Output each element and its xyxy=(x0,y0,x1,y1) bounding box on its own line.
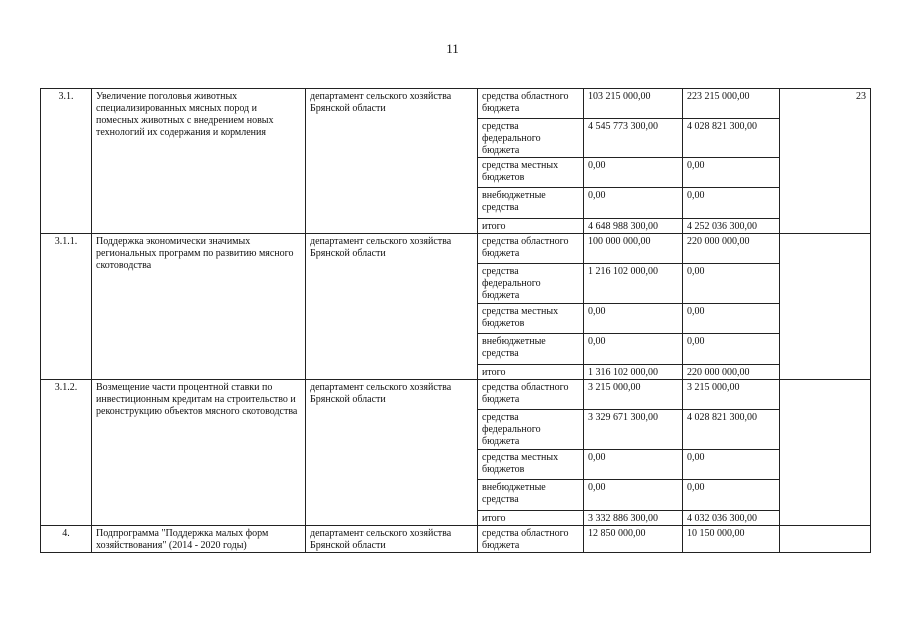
amount-cell: 1 316 102 000,00 xyxy=(584,365,683,380)
funding-source: средства областного бюджета xyxy=(478,234,584,264)
amount-cell: 0,00 xyxy=(683,334,780,365)
section-number: 3.1.2. xyxy=(41,380,92,526)
amount-cell: 223 215 000,00 xyxy=(683,89,780,119)
amount-cell: 0,00 xyxy=(584,304,683,334)
amount-cell: 4 545 773 300,00 xyxy=(584,119,683,158)
amount-cell: 220 000 000,00 xyxy=(683,365,780,380)
amount-cell: 1 216 102 000,00 xyxy=(584,264,683,304)
section-number: 3.1. xyxy=(41,89,92,234)
section-executor: департамент сельского хозяйства Брянской области xyxy=(306,380,478,526)
amount-cell: 0,00 xyxy=(683,304,780,334)
amount-cell: 100 000 000,00 xyxy=(584,234,683,264)
funding-source: итого xyxy=(478,219,584,234)
table-row xyxy=(41,234,871,264)
table-row xyxy=(41,380,871,410)
section-title: Поддержка экономически значимых региональных программ по развитию мясного скотоводства xyxy=(92,234,306,380)
section-executor: департамент сельского хозяйства Брянской области xyxy=(306,89,478,234)
funding-source: внебюджетные средства xyxy=(478,334,584,365)
funding-source: средства областного бюджета xyxy=(478,526,584,553)
table-row xyxy=(41,526,871,553)
amount-cell: 4 028 821 300,00 xyxy=(683,410,780,450)
section-title: Увеличение поголовья животных специализированных мясных пород и помесных животных с внедрением новых технологий их содержания и кормления xyxy=(92,89,306,234)
extra-column-cell xyxy=(780,234,871,380)
section-number: 4. xyxy=(41,526,92,553)
amount-cell: 103 215 000,00 xyxy=(584,89,683,119)
amount-cell: 4 028 821 300,00 xyxy=(683,119,780,158)
amount-cell: 220 000 000,00 xyxy=(683,234,780,264)
funding-source: средства федерального бюджета xyxy=(478,410,584,450)
amount-cell: 3 215 000,00 xyxy=(683,380,780,410)
amount-cell: 0,00 xyxy=(584,480,683,511)
amount-cell: 3 215 000,00 xyxy=(584,380,683,410)
funding-source: средства областного бюджета xyxy=(478,89,584,119)
amount-cell: 0,00 xyxy=(683,158,780,188)
amount-cell: 12 850 000,00 xyxy=(584,526,683,553)
section-executor: департамент сельского хозяйства Брянской области xyxy=(306,234,478,380)
amount-cell: 0,00 xyxy=(683,188,780,219)
page-number: 11 xyxy=(446,41,459,56)
section-number: 3.1.1. xyxy=(41,234,92,380)
amount-cell: 0,00 xyxy=(584,188,683,219)
amount-cell: 0,00 xyxy=(584,450,683,480)
amount-cell: 10 150 000,00 xyxy=(683,526,780,553)
amount-cell: 0,00 xyxy=(584,334,683,365)
amount-cell: 4 032 036 300,00 xyxy=(683,511,780,526)
amount-cell: 0,00 xyxy=(683,450,780,480)
funding-source: внебюджетные средства xyxy=(478,188,584,219)
funding-source: внебюджетные средства xyxy=(478,480,584,511)
extra-column-cell xyxy=(780,526,871,553)
amount-cell: 0,00 xyxy=(683,480,780,511)
amount-cell: 0,00 xyxy=(584,158,683,188)
amount-cell: 0,00 xyxy=(683,264,780,304)
amount-cell: 4 648 988 300,00 xyxy=(584,219,683,234)
funding-source: средства федерального бюджета xyxy=(478,264,584,304)
funding-source: средства областного бюджета xyxy=(478,380,584,410)
amount-cell: 3 329 671 300,00 xyxy=(584,410,683,450)
section-title: Возмещение части процентной ставки по инвестиционным кредитам на строительство и реконструкцию объектов мясного скотоводства xyxy=(92,380,306,526)
amount-cell: 4 252 036 300,00 xyxy=(683,219,780,234)
extra-column-cell xyxy=(780,380,871,526)
section-executor: департамент сельского хозяйства Брянской области xyxy=(306,526,478,553)
funding-source: средства местных бюджетов xyxy=(478,304,584,334)
budget-table xyxy=(40,88,871,553)
extra-column-cell: 23 xyxy=(780,89,871,234)
funding-source: итого xyxy=(478,511,584,526)
funding-source: средства федерального бюджета xyxy=(478,119,584,158)
amount-cell: 3 332 886 300,00 xyxy=(584,511,683,526)
section-title: Подпрограмма "Поддержка малых форм хозяйствования" (2014 - 2020 годы) xyxy=(92,526,306,553)
funding-source: итого xyxy=(478,365,584,380)
table-row xyxy=(41,89,871,119)
funding-source: средства местных бюджетов xyxy=(478,450,584,480)
funding-source: средства местных бюджетов xyxy=(478,158,584,188)
